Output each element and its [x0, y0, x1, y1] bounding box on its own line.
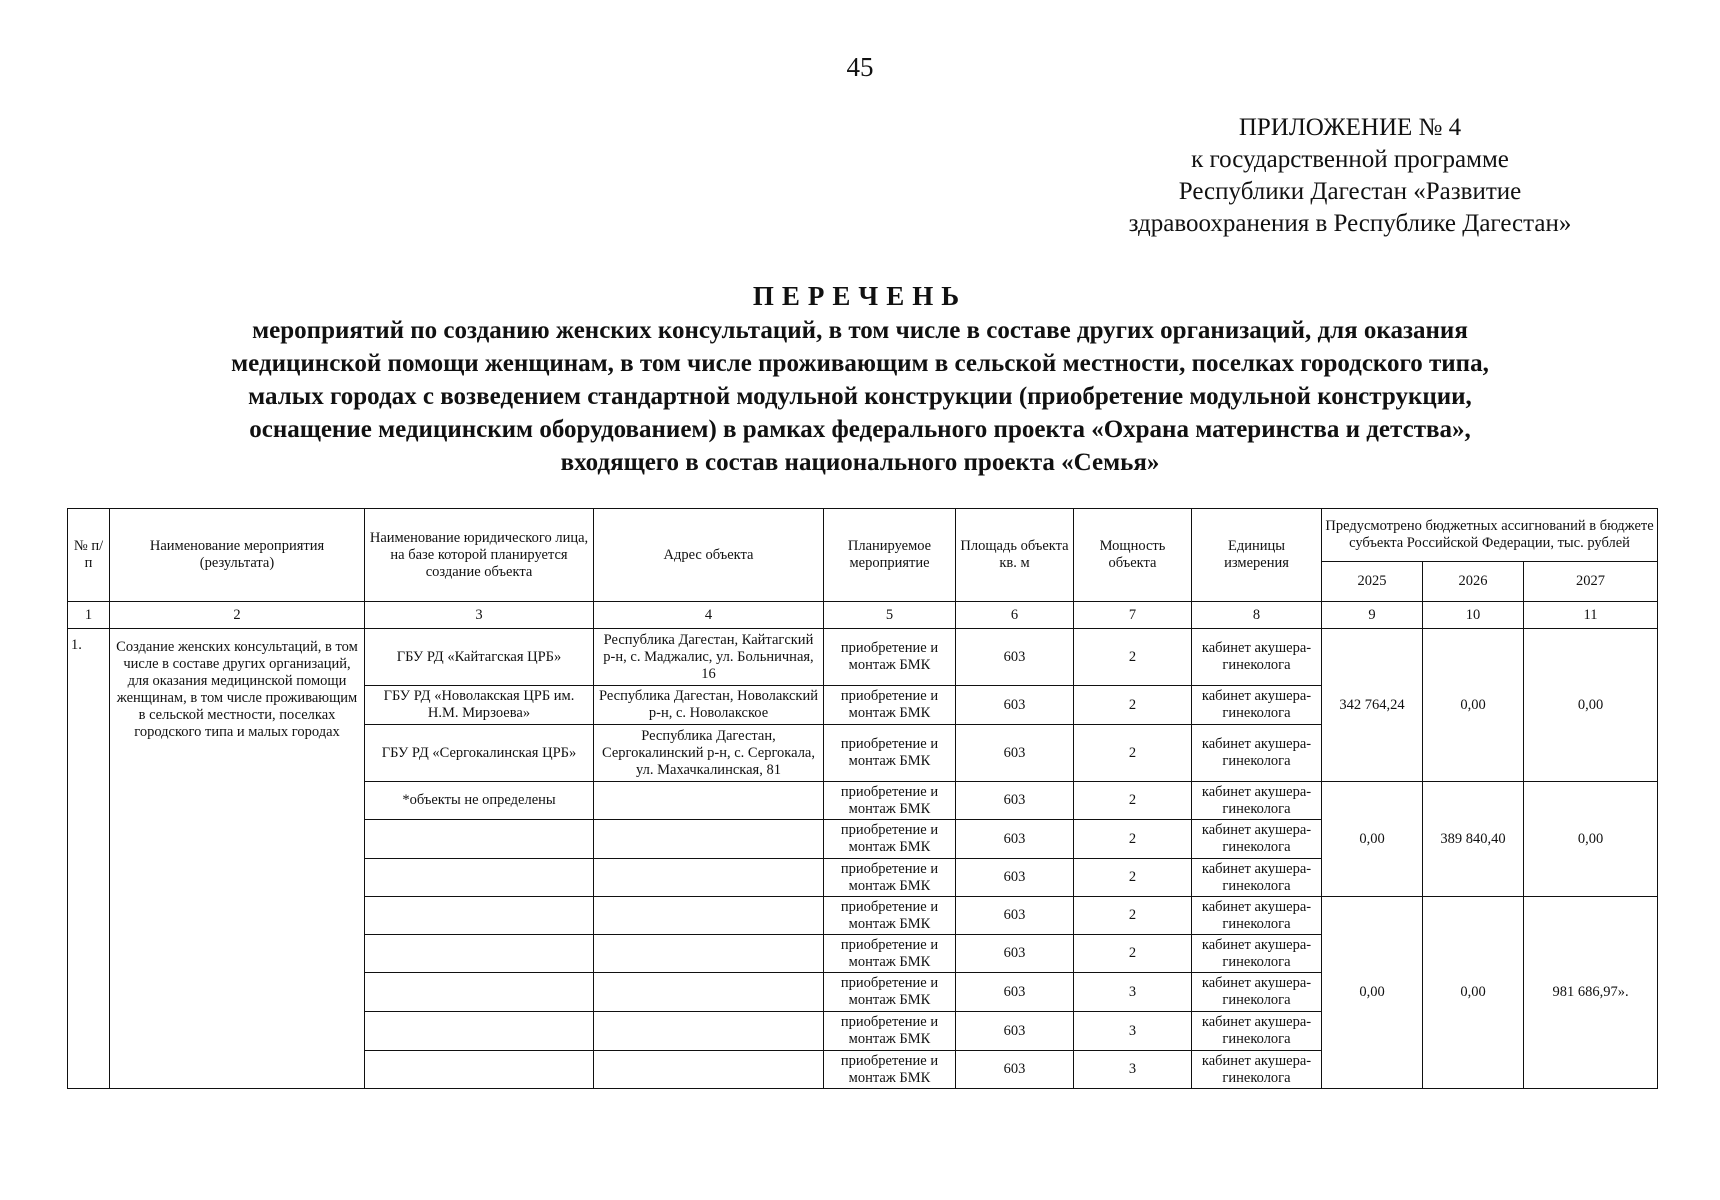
object-area: 603	[956, 820, 1074, 859]
header-units: Единицы измерения	[1192, 509, 1322, 602]
col-number: 7	[1074, 602, 1192, 629]
funding-2026: 389 840,40	[1423, 782, 1524, 897]
col-number: 8	[1192, 602, 1322, 629]
object-area: 603	[956, 725, 1074, 782]
header-legal: Наименование юридического лица, на базе которой планируется создание объекта	[365, 509, 594, 602]
object-area: 603	[956, 1051, 1074, 1089]
measure-units: кабинет акушера-гинеколога	[1192, 973, 1322, 1012]
measure-units: кабинет акушера-гинеколога	[1192, 820, 1322, 859]
planned-action: приобретение и монтаж БМК	[824, 1012, 956, 1051]
heading-line: медицинской помощи женщинам, в том числе проживающим в сельской местности, поселках городского типа,	[231, 350, 1489, 377]
table-row	[68, 629, 1658, 686]
heading-line: мероприятий по созданию женских консультаций, в том числе в составе других организаций, для оказания	[252, 317, 1468, 344]
measure-units: кабинет акушера-гинеколога	[1192, 782, 1322, 820]
planned-action: приобретение и монтаж БМК	[824, 629, 956, 686]
header-budget: Предусмотрено бюджетных ассигнований в бюджете субъекта Российской Федерации, тыс. рублей	[1322, 509, 1658, 562]
events-table	[67, 508, 1658, 1089]
col-number: 6	[956, 602, 1074, 629]
object-capacity: 2	[1074, 897, 1192, 935]
col-number: 1	[68, 602, 110, 629]
legal-entity	[365, 820, 594, 859]
object-address	[594, 782, 824, 820]
header-row	[68, 509, 1658, 562]
legal-entity: ГБУ РД «Кайтагская ЦРБ»	[365, 629, 594, 686]
object-address	[594, 973, 824, 1012]
document-heading	[60, 278, 1660, 479]
event-number: 1.	[68, 629, 110, 1089]
object-capacity: 3	[1074, 1012, 1192, 1051]
header-num: № п/ п	[68, 509, 110, 602]
heading-line: входящего в состав национального проекта «Семья»	[560, 449, 1160, 476]
planned-action: приобретение и монтаж БМК	[824, 1051, 956, 1089]
object-area: 603	[956, 897, 1074, 935]
object-address	[594, 820, 824, 859]
object-area: 603	[956, 1012, 1074, 1051]
funding-2026: 0,00	[1423, 897, 1524, 1089]
planned-action: приобретение и монтаж БМК	[824, 935, 956, 973]
funding-2026: 0,00	[1423, 629, 1524, 782]
measure-units: кабинет акушера-гинеколога	[1192, 629, 1322, 686]
header-year-2026: 2026	[1423, 562, 1524, 602]
object-capacity: 2	[1074, 935, 1192, 973]
object-area: 603	[956, 859, 1074, 897]
object-address	[594, 897, 824, 935]
measure-units: кабинет акушера-гинеколога	[1192, 725, 1322, 782]
legal-entity	[365, 1012, 594, 1051]
appendix-title: ПРИЛОЖЕНИЕ № 4	[1238, 114, 1462, 141]
object-address	[594, 935, 824, 973]
appendix-line: к государственной программе	[1191, 146, 1509, 173]
measure-units: кабинет акушера-гинеколога	[1192, 859, 1322, 897]
appendix-line: здравоохранения в Республике Дагестан»	[1128, 210, 1572, 237]
object-address	[594, 1012, 824, 1051]
funding-2025: 0,00	[1322, 897, 1423, 1089]
legal-entity	[365, 859, 594, 897]
measure-units: кабинет акушера-гинеколога	[1192, 1051, 1322, 1089]
object-capacity: 2	[1074, 686, 1192, 725]
object-capacity: 2	[1074, 782, 1192, 820]
heading-line: оснащение медицинским оборудованием) в рамках федерального проекта «Охрана материнства и детства»,	[249, 416, 1471, 443]
legal-entity	[365, 973, 594, 1012]
funding-2025: 0,00	[1322, 782, 1423, 897]
appendix-line: Республики Дагестан «Развитие	[1178, 178, 1522, 205]
object-area: 603	[956, 782, 1074, 820]
page-number: 45	[846, 52, 874, 82]
measure-units: кабинет акушера-гинеколога	[1192, 686, 1322, 725]
legal-entity: *объекты не определены	[365, 782, 594, 820]
measure-units: кабинет акушера-гинеколога	[1192, 1012, 1322, 1051]
object-area: 603	[956, 629, 1074, 686]
col-number: 2	[110, 602, 365, 629]
object-address: Республика Дагестан, Сергокалинский р-н, с. Сергокала, ул. Махачкалинская, 81	[594, 725, 824, 782]
object-capacity: 3	[1074, 973, 1192, 1012]
header-area: Площадь объекта кв. м	[956, 509, 1074, 602]
object-area: 603	[956, 973, 1074, 1012]
object-capacity: 2	[1074, 820, 1192, 859]
object-capacity: 2	[1074, 629, 1192, 686]
funding-2027: 0,00	[1524, 629, 1658, 782]
col-number: 10	[1423, 602, 1524, 629]
object-area: 603	[956, 686, 1074, 725]
col-number: 11	[1524, 602, 1658, 629]
col-number: 3	[365, 602, 594, 629]
header-planned: Планируемое мероприятие	[824, 509, 956, 602]
col-number: 4	[594, 602, 824, 629]
header-address: Адрес объекта	[594, 509, 824, 602]
planned-action: приобретение и монтаж БМК	[824, 897, 956, 935]
measure-units: кабинет акушера-гинеколога	[1192, 897, 1322, 935]
object-address	[594, 1051, 824, 1089]
object-capacity: 2	[1074, 859, 1192, 897]
header-name: Наименование мероприятия (результата)	[110, 509, 365, 602]
planned-action: приобретение и монтаж БМК	[824, 859, 956, 897]
column-numbers-row	[68, 602, 1658, 629]
object-address: Республика Дагестан, Кайтагский р-н, с. Маджалис, ул. Больничная, 16	[594, 629, 824, 686]
planned-action: приобретение и монтаж БМК	[824, 782, 956, 820]
col-number: 5	[824, 602, 956, 629]
col-number: 9	[1322, 602, 1423, 629]
object-capacity: 3	[1074, 1051, 1192, 1089]
object-address: Республика Дагестан, Новолакский р-н, с. Новолакское	[594, 686, 824, 725]
heading-line: малых городах с возведением стандартной модульной конструкции (приобретение модульной конструкции,	[248, 383, 1472, 410]
planned-action: приобретение и монтаж БМК	[824, 725, 956, 782]
funding-2027: 0,00	[1524, 782, 1658, 897]
events-table-wrapper	[67, 508, 1657, 1089]
funding-2025: 342 764,24	[1322, 629, 1423, 782]
measure-units: кабинет акушера-гинеколога	[1192, 935, 1322, 973]
legal-entity	[365, 1051, 594, 1089]
planned-action: приобретение и монтаж БМК	[824, 820, 956, 859]
legal-entity: ГБУ РД «Сергокалинская ЦРБ»	[365, 725, 594, 782]
header-year-2027: 2027	[1524, 562, 1658, 602]
legal-entity	[365, 897, 594, 935]
object-capacity: 2	[1074, 725, 1192, 782]
legal-entity: ГБУ РД «Новолакская ЦРБ им. Н.М. Мирзоева»	[365, 686, 594, 725]
funding-2027: 981 686,97».	[1524, 897, 1658, 1089]
document-title: ПЕРЕЧЕНЬ	[752, 281, 968, 311]
object-address	[594, 859, 824, 897]
appendix-block	[1080, 112, 1620, 240]
planned-action: приобретение и монтаж БМК	[824, 973, 956, 1012]
planned-action: приобретение и монтаж БМК	[824, 686, 956, 725]
header-capacity: Мощность объекта	[1074, 509, 1192, 602]
legal-entity	[365, 935, 594, 973]
event-name: Создание женских консультаций, в том числе в составе других организаций, для оказания медицинской помощи женщинам, в том числе проживающим в сельской местности, поселках городского типа и малых городах	[110, 629, 365, 1089]
object-area: 603	[956, 935, 1074, 973]
header-year-2025: 2025	[1322, 562, 1423, 602]
